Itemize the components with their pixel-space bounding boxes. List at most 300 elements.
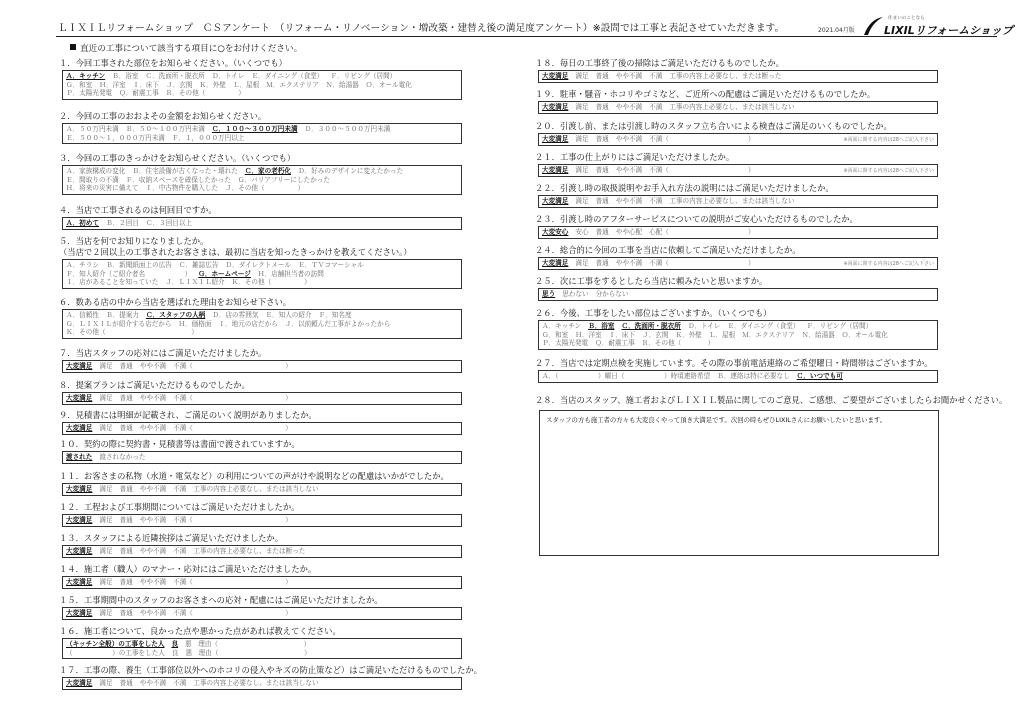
answer-option[interactable]: Ｄ．トイレ [687,322,721,330]
question-title: １７．工事の際、養生（工事部位以外へのホコリの侵入やキズの防止策など）はご満足いただけるものでしたか。 [59,665,482,675]
answer-option[interactable]: 不満（ ） [173,394,292,402]
question-title: １．今回工事された部位をお知らせください。（いくつでも） [59,58,287,68]
answer-box [538,226,938,239]
question-left-2 [59,111,479,144]
answer-option[interactable]: Ｑ．耐震工事 [119,89,159,98]
answer-option[interactable]: やや不満 [139,578,167,586]
answer-line [66,311,458,320]
answer-option[interactable]: Ｅ．５００～１，０００万円未満 [66,133,165,142]
selected-option[interactable]: 大変満足 [542,135,569,143]
answer-option[interactable]: Ｄ．３００～５００万円未満 [304,125,391,133]
answer-line [66,219,458,228]
answer-option[interactable]: 不満 [173,547,187,555]
answer-box [62,576,462,589]
selected-option[interactable]: 大変満足 [66,609,93,617]
selected-option[interactable]: 大変満足 [542,103,569,111]
answer-box [62,545,462,558]
answer-option[interactable]: 満足 [99,394,113,402]
answer-option[interactable]: Ａ．信頼性 [66,311,99,319]
answer-line [66,649,458,658]
answer-option[interactable]: やや不満 [139,516,167,524]
selected-option[interactable]: 大変満足 [66,578,93,586]
answer-option[interactable]: Ｃ．３回目以上 [145,219,193,227]
answer-option[interactable]: 不満（ ） [173,362,292,370]
question-left-16 [59,626,479,659]
question-title: ２１．工事の仕上がりにはご満足いただけましたか。 [535,152,735,162]
answer-option[interactable]: 悪 理由（ ） [185,640,311,648]
answer-option[interactable]: 満足 [99,424,113,432]
question-title: ５．当店を何でお知りになりましたか。 [59,236,209,246]
answer-option[interactable]: Ｂ．５０～１００万円未満 [125,125,205,133]
answer-option[interactable]: Ｊ．玄関 [166,80,193,89]
answer-option[interactable]: やや不満 [615,135,643,143]
answer-option[interactable]: 満足 [99,485,113,493]
selected-option[interactable]: 大変満足 [542,166,569,174]
question-left-17 [59,665,482,690]
selected-option[interactable]: 思う [542,290,556,298]
answer-option[interactable]: 普通 [119,424,133,432]
answer-option[interactable]: Ａ．５０万円未満 [66,125,119,133]
answer-option[interactable]: Ｑ．耐震工事 [595,339,635,348]
answer-option[interactable]: 満足 [575,259,589,267]
answer-line [66,81,458,90]
question-right-6 [535,214,945,239]
answer-option[interactable]: Ｋ．外壁 [199,80,226,89]
answer-option[interactable]: 普通 [595,228,609,236]
instruction-text [70,42,302,54]
selected-option[interactable]: 大変満足 [542,72,569,80]
selected-option[interactable]: 大変満足 [66,424,93,432]
answer-option[interactable]: 不満 [173,485,187,493]
answer-option[interactable]: 不満（ ） [173,516,292,524]
answer-option[interactable]: 普通 [595,259,609,267]
question-title: ３．今回の工事のきっかけをお知らせください。（いくつでも） [59,153,296,163]
answer-option[interactable]: Ａ．キッチン [542,322,582,330]
answer-option[interactable]: Ａ．家族構成の変化 [66,167,126,175]
question-left-3 [59,153,479,195]
answer-option[interactable]: 普通 [595,103,609,111]
selected-option[interactable]: Ｃ．いつでも可 [796,372,843,380]
answer-line [66,547,458,556]
instruction-label: 直近の工事について該当する項目に○をお付けください。 [80,44,303,54]
answer-box [62,360,462,373]
answer-box [538,164,938,177]
answer-option[interactable]: Ｊ．玄関 [642,330,669,339]
answer-option[interactable]: 普通 [119,485,133,493]
answer-option[interactable]: 普通 [119,362,133,370]
answer-note: ※両面に関する内容は28へご記入下さい [843,261,934,267]
answer-option[interactable]: 満足 [575,166,589,174]
answer-option[interactable]: 満足 [99,609,113,617]
answer-option[interactable]: 普通 [595,166,609,174]
answer-option[interactable]: やや不満 [139,679,167,687]
answer-option[interactable]: やや不満 [615,166,643,174]
answer-option[interactable]: 工事の内容上必要なし、または該当しない [193,485,319,493]
question-title: １３．スタッフによる近隣挨拶はご満足いただけましたか。 [59,533,284,543]
answer-option[interactable]: Ｆ．知名度 [318,311,352,319]
answer-line [66,640,458,649]
answer-option[interactable]: Ｆ．収納スペースを確保したかった [125,175,231,184]
answer-option[interactable]: やや不満 [615,72,643,80]
answer-line [66,578,458,587]
answer-option[interactable]: Ｐ．太陽光発電 [66,89,113,98]
answer-option[interactable]: Ｂ．連絡は特に必要なし [717,372,790,380]
header-divider [56,36,997,37]
answer-option[interactable]: 不満（ ） [649,135,755,143]
answer-option[interactable]: Ｊ．ＬＩＸＩＬ紹介 [165,278,225,287]
answer-option[interactable]: Ｏ．オール電化 [365,80,412,89]
answer-box [62,677,462,690]
answer-option[interactable]: Ｈ．店舗担当者の訪問 [257,269,324,278]
answer-line [542,259,843,268]
answer-line [66,278,458,287]
question-left-6 [59,297,479,339]
answer-option[interactable]: 工事の内容上必要なし、または断った [193,547,306,555]
answer-option[interactable]: 悪 理由（ ） [185,648,311,657]
answer-option[interactable]: Ｉ．地元の店だから [218,319,278,328]
question-right-3 [535,121,945,146]
answer-box [62,217,462,230]
answer-line [66,485,458,494]
question-title: ２８．当店のスタッフ、施工者およびＬＩＸＩＬ製品に関してのご意見、ご感想、ご要望がございましたらお聞かせください。 [535,395,1008,405]
answer-line [66,394,458,403]
selected-option[interactable]: 渡された [66,453,93,461]
answer-option[interactable]: Ｌ．屋根 [232,80,260,89]
answer-option[interactable]: Ｆ．リビング（居間） [806,322,873,330]
selected-option[interactable]: Ａ．キッチン [66,72,106,80]
answer-option[interactable]: 分からない [595,290,629,298]
answer-option[interactable]: Ｉ．床下 [132,80,160,89]
answer-option[interactable]: Ｋ．その他（ ） [231,278,311,287]
question-left-14 [59,564,479,589]
answer-option[interactable]: 普通 [119,394,133,402]
answer-option[interactable]: 普通 [119,679,133,687]
answer-box [62,165,462,195]
selected-option[interactable]: 大変満足 [66,362,93,370]
answer-box [62,483,462,496]
answer-option[interactable]: Ｅ．間取りの不満 [66,175,119,184]
answer-line [542,135,843,144]
answer-option[interactable]: 普通 [119,516,133,524]
answer-option[interactable]: Ｊ．その他（ ） [225,184,305,193]
answer-option[interactable]: 普通 [595,72,609,80]
answer-line [542,339,934,348]
answer-option[interactable]: Ｏ．オール電化 [841,330,888,339]
answer-option[interactable]: Ｋ．その他（ ） [66,328,198,337]
answer-option[interactable]: 工事の内容上必要なし、または該当しない [193,679,319,687]
answer-line [66,176,458,185]
question-left-13 [59,533,479,558]
answer-option[interactable]: 満足 [99,578,113,586]
answer-box [538,370,938,383]
answer-option[interactable]: 安心 [575,228,589,236]
answer-box [538,70,938,83]
question-right-10 [535,358,945,383]
answer-option[interactable]: 普通 [119,609,133,617]
question-left-5 [59,236,479,289]
answer-option[interactable]: 不満（ ） [649,166,755,174]
answer-option[interactable]: Ｒ．その他（ ） [165,89,245,98]
answer-option[interactable]: 思わない [562,290,589,298]
answer-option[interactable]: Ｅ．知人の紹介 [265,311,312,319]
answer-option[interactable]: 良 [171,648,179,657]
comment-box[interactable]: スタッフの方も施工者の方々も大変良くやって頂き大満足です。次回の時もぜひLIXILさんにお願いしたいと思います。 [539,410,939,556]
answer-option[interactable]: Ｌ．屋根 [708,330,736,339]
answer-line [542,290,934,299]
answer-option[interactable]: 満足 [99,547,113,555]
answer-box [538,320,938,350]
question-left-11 [59,471,479,496]
answer-line [66,609,458,618]
survey-title: ＬＩＸＩＬリフォームショップ ＣＳアンケート （リフォーム・リノベーション・増改築・建替え後の満足度アンケート）※設問では工事と表記させていただきます。 [58,23,785,34]
answer-option[interactable]: Ｄ．好みのデザインに変えたかった [298,167,404,175]
answer-option[interactable]: 不満（ ） [173,424,292,432]
answer-option[interactable]: 不満 [173,679,187,687]
answer-line [542,197,934,206]
answer-option[interactable]: Ｇ．和室 [542,330,569,339]
question-title: １６．施工者について、良かった点や悪かった点があれば教えてください。 [59,626,341,636]
question-title: ２５．次に工事をするとしたら当店に頼みたいと思いますか。 [535,276,768,286]
question-subtitle: （当店で２回以上の工事されたお客さまは、最初に当店を知ったきっかけを教えてください。） [59,247,412,257]
question-title: ２４．総合的に今回の工事を当店に依頼してご満足いただけましたか。 [535,245,801,255]
selected-option[interactable]: 大変満足 [66,516,93,524]
answer-option[interactable]: 普通 [595,135,609,143]
answer-option[interactable]: やや不満 [615,197,643,205]
selected-option[interactable]: 大変満足 [66,485,93,493]
answer-line [66,679,458,688]
answer-option[interactable]: Ｇ．和室 [66,80,93,89]
answer-option[interactable]: やや不満 [615,103,643,111]
answer-option[interactable]: 普通 [119,578,133,586]
answer-option[interactable]: 不満 [649,103,663,111]
answer-option[interactable]: やや不満 [139,609,167,617]
answer-option[interactable]: Ｃ．洗面所・脱衣所 [145,72,205,80]
selected-option[interactable]: 大変満足 [542,197,569,205]
answer-option[interactable]: 普通 [119,547,133,555]
answer-line [542,166,843,175]
question-title: ９．見積書には明細が記載され、ご満足のいく説明がありましたか。 [59,410,317,420]
answer-line [66,320,458,329]
answer-line [66,72,458,81]
answer-option[interactable]: Ｈ．洋室 [99,80,126,89]
logo-name: LIXILリフォームショップ [884,24,1013,37]
answer-option[interactable]: Ｍ．エクステリア [742,330,795,339]
selected-option[interactable]: Ｃ．スタッフの人柄 [145,311,206,319]
answer-option[interactable]: 満足 [99,516,113,524]
selected-option[interactable]: 大変満足 [542,259,569,267]
selected-option[interactable]: 良 [171,640,179,648]
answer-option[interactable]: 普通 [595,197,609,205]
answer-option[interactable]: Ｉ．店があることを知っていた [66,278,159,287]
answer-option[interactable]: Ｋ．外壁 [675,330,702,339]
answer-option[interactable]: Ｆ．１，０００万円以上 [171,133,245,142]
answer-option[interactable]: 工事の内容上必要なし、または断った [669,72,782,80]
question-right-8 [535,276,945,301]
question-right-4 [535,152,945,177]
answer-option[interactable]: やや不満 [139,485,167,493]
answer-box [538,257,938,270]
answer-line [66,261,458,270]
question-title: ２０．引渡し前、または引渡し時のスタッフ立ち合いによる検査はご満足のいくものでしたか。 [535,121,892,131]
answer-option[interactable]: Ｒ．その他（ ） [641,339,715,348]
question-right-9 [535,308,945,350]
answer-box [62,607,462,620]
question-left-8 [59,380,479,405]
answer-option[interactable]: Ａ．チラシ [66,261,99,269]
answer-line [66,125,458,134]
question-right-1 [535,58,945,83]
selected-option[interactable]: Ｂ．浴室 [588,322,615,330]
selected-option[interactable]: （キッチン全般）の工事をした人 [66,640,165,648]
selected-option[interactable]: Ｇ．ホームページ [198,269,251,278]
question-title: １５．工事期間中のスタッフのお客さまへの応対・配慮にはご満足いただけましたか。 [59,595,383,605]
answer-option[interactable]: Ｇ．ＬＩＸＩＬが紹介する店だから [66,319,172,328]
question-title: １２．工程および工事期間についてはご満足いただけましたか。 [59,502,300,512]
question-title: ２６．今後、工事をしたい部位はございますか。（いくつでも） [535,308,772,318]
question-title: ６．数ある店の中から当店を選ばれた理由をお知らせ下さい。 [59,297,292,307]
answer-option[interactable]: Ｅ．ＴＶコマーシャル [297,261,364,269]
selected-option[interactable]: Ｃ．家の老朽化 [244,167,291,175]
answer-option[interactable]: 工事の内容上必要なし、または該当しない [669,197,795,205]
answer-option[interactable]: Ｆ．知人紹介（ご紹介者名 ） [66,269,192,278]
answer-option[interactable]: Ｅ．ダイニング（食堂） [727,322,800,330]
answer-option[interactable]: やや不満 [139,424,167,432]
answer-option[interactable]: 満足 [99,679,113,687]
answer-option[interactable]: Ｄ．ダイレクトメール [225,261,291,269]
answer-line [66,167,458,176]
question-title: １９．駐車・騒音・ホコリやゴミなど、ご近所への配慮はご満足いただけるものでしたか。 [535,89,876,99]
selected-option[interactable]: 大変満足 [66,679,93,687]
answer-option[interactable]: Ａ．（ ）曜日（ ）時頃連絡希望 [542,372,711,380]
answer-option[interactable]: 不満（ ） [173,609,292,617]
answer-line [542,322,934,331]
answer-option[interactable]: 不満 [649,72,663,80]
answer-option[interactable]: 満足 [575,103,589,111]
answer-option[interactable]: Ｄ．トイレ [211,72,245,80]
answer-option[interactable]: 満足 [575,72,589,80]
answer-option[interactable]: Ｃ．雑誌広告 [178,261,219,269]
answer-box [538,101,938,114]
answer-option[interactable]: Ｂ．住宅設備が古くなった・壊れた [132,167,238,175]
answer-line [66,134,458,143]
selected-option[interactable]: Ｃ．１００～３００万円未満 [211,125,298,133]
selected-option[interactable]: 大変安心 [542,228,569,236]
answer-note: ※両面に関する内容は28へご記入下さい [843,137,934,143]
answer-option[interactable]: 心配（ ） [649,228,755,236]
question-title: ７．当店スタッフの応対にはご満足いただけましたか。 [59,348,267,358]
answer-option[interactable]: やや不満 [615,259,643,267]
selected-option[interactable]: Ｃ．洗面所・脱衣所 [621,322,681,330]
selected-option[interactable]: 大変満足 [66,394,93,402]
answer-option[interactable]: Ｅ．ダイニング（食堂） [251,72,324,80]
question-title: １１．お客さまの私物（水道・電気など）の利用についての声がけや説明などの配慮はいかがでしたか。 [59,471,449,481]
answer-option[interactable]: Ｄ．店の雰囲気 [212,311,259,319]
answer-note: ※両面に関する内容は28へご記入下さい [843,168,934,174]
answer-option[interactable]: Ｂ．新聞紙面上の広告 [105,261,172,269]
question-title: １０．契約の際に契約書・見積書等は書面で渡されていますか。 [59,439,300,449]
answer-box [62,70,462,100]
answer-option[interactable]: やや不満 [139,547,167,555]
question-right-2 [535,89,945,114]
selected-option[interactable]: 大変満足 [66,547,93,555]
answer-box [62,259,462,289]
answer-option[interactable]: Ｎ．給湯器 [325,80,359,89]
question-left-12 [59,502,479,527]
answer-option[interactable]: Ｈ．価格面 [178,319,212,328]
answer-option[interactable]: （ ）の工事をした人 [66,648,165,657]
answer-line [66,453,458,462]
answer-box [538,195,938,208]
answer-option[interactable]: Ｆ．リビング（居間） [330,72,397,80]
answer-option[interactable]: Ｂ．浴室 [112,72,139,80]
selected-option[interactable]: Ａ．初めて [66,219,99,227]
answer-line [66,424,458,433]
answer-option[interactable]: 不満 [649,197,663,205]
answer-option[interactable]: やや不満 [139,362,167,370]
question-left-9 [59,410,479,435]
answer-option[interactable]: 渡されなかった [99,453,146,461]
question-title: ２３．引渡し時のアフターサービスについての説明がご安心いただけるものでしたか。 [535,214,858,224]
answer-box [62,123,462,144]
answer-line [66,270,458,279]
answer-box [538,288,938,301]
question-left-10 [59,439,479,464]
answer-option[interactable]: Ｂ．提案力 [105,311,139,319]
question-title: ２７．当店では定期点検を実施しています。その際の事前電話連絡のご希望曜日・時間帯はございますか。 [535,358,933,368]
question-title: ２２．引渡し時の取扱説明やお手入れ方法の説明にはご満足いただけましたか。 [535,183,834,193]
answer-option[interactable]: 満足 [99,362,113,370]
answer-line [542,372,934,381]
question-title: １８．毎日の工事終了後の掃除はご満足いただけるものでしたか。 [535,58,784,68]
answer-option[interactable]: 不満（ ） [649,259,755,267]
answer-box [62,309,462,339]
answer-line [66,184,458,193]
question-right-5 [535,183,945,208]
answer-option[interactable]: 満足 [575,197,589,205]
answer-option[interactable]: 不満（ ） [173,578,292,586]
answer-option[interactable]: Ｇ．バリアフリーにしたかった [237,175,330,184]
answer-option[interactable]: Ｈ．洋室 [575,330,602,339]
question-title: ２．今回の工事のおおよその金額をお知らせください。 [59,111,267,121]
answer-box [538,133,938,146]
question-title: ８．提案プランはご満足いただけるものでしたか。 [59,380,250,390]
square-bullet-icon [70,44,76,50]
answer-box [62,514,462,527]
answer-box [62,392,462,405]
answer-option[interactable]: やや心配 [615,228,643,236]
question-title: １４．施工者（職人）のマナー・応対にはご満足いただけましたか。 [59,564,317,574]
answer-line [542,103,934,112]
answer-option[interactable]: やや不満 [139,394,167,402]
answer-option[interactable]: Ｉ．中古物件を購入した [145,184,219,193]
answer-option[interactable]: Ｉ．床下 [608,330,636,339]
answer-option[interactable]: Ｂ．２回目 [105,219,139,227]
answer-option[interactable]: 工事の内容上必要なし、または該当しない [669,103,795,111]
answer-option[interactable]: Ｐ．太陽光発電 [542,339,589,348]
answer-option[interactable]: Ｎ．給湯器 [801,330,835,339]
question-right-7 [535,245,945,270]
answer-option[interactable]: 満足 [575,135,589,143]
answer-box [62,451,462,464]
answer-option[interactable]: Ｈ．将来の災害に備えて [66,184,139,193]
answer-option[interactable]: Ｍ．エクステリア [266,80,319,89]
answer-line [542,331,934,340]
answer-line [66,362,458,371]
answer-line [66,328,458,337]
question-right-11 [535,395,1008,556]
question-left-1 [59,58,479,100]
answer-option[interactable]: Ｊ．以前頼んだ工事がよかったから [284,319,391,328]
